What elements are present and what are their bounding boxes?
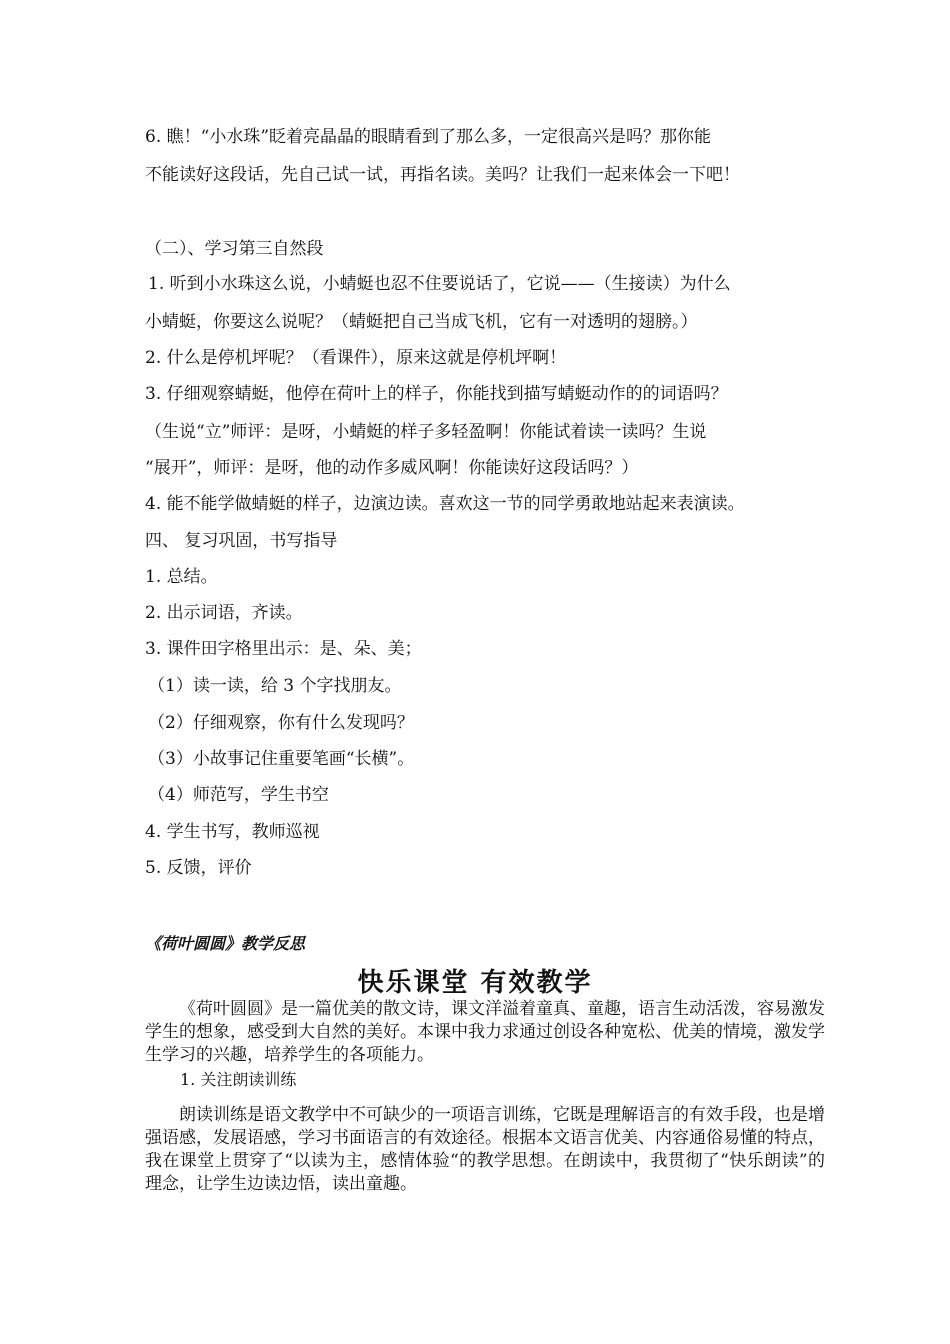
section-heading: 四、 复习巩固，书写指导 <box>145 531 338 551</box>
text-line: 3. 仔细观察蜻蜓，他停在荷叶上的样子，你能找到描写蜻蜓动作的的词语吗？ <box>145 384 728 404</box>
text-line: （2）仔细观察，你有什么发现吗？ <box>148 713 414 733</box>
text-line: 6. 瞧！“小水珠”眨着亮晶晶的眼睛看到了那么多，一定很高兴是吗？那你能 <box>145 127 712 147</box>
text-line: 4. 能不能学做蜻蜓的样子，边演边读。喜欢这一节的同学勇敢地站起来表演读。 <box>145 494 745 514</box>
reflection-subheading: 1. 关注朗读训练 <box>180 1070 297 1089</box>
text-line: 5. 反馈，评价 <box>145 858 252 878</box>
text-line: “展开”，师评：是呀，他的动作多威风啊！你能读好这段话吗？） <box>145 458 639 478</box>
section-heading: （二）、学习第三自然段 <box>145 239 324 259</box>
reflection-paragraph: 《荷叶圆圆》是一篇优美的散文诗，课文洋溢着童真、童趣，语言生动活泼，容易激发学生的想象，感受到大自然的美好。本课中我力求通过创设各种宽松、优美的情境，激发学生学习的兴趣，培养学生的各项能力。 <box>145 999 825 1065</box>
text-line: 小蜻蜓，你要这么说呢？（蜻蜓把自己当成飞机，它有一对透明的翅膀。） <box>145 312 698 332</box>
text-line: （1）读一读，给 3 个字找朋友。 <box>148 676 402 696</box>
text-line: 1. 总结。 <box>145 567 218 587</box>
text-line: 2. 出示词语，齐读。 <box>145 603 303 623</box>
text-line: 4. 学生书写，教师巡视 <box>145 822 320 842</box>
text-line: 不能读好这段话，先自己试一试，再指名读。美吗？让我们一起来体会一下吧！ <box>145 165 740 185</box>
text-line: （3）小故事记住重要笔画“长横”。 <box>148 749 415 769</box>
reflection-main-title: 快乐课堂 有效教学 <box>357 968 593 998</box>
text-line: 3. 课件田字格里出示：是、朵、美； <box>145 639 422 659</box>
text-line: 1. 听到小水珠这么说，小蜻蜓也忍不住要说话了，它说——（生接读）为什么 <box>148 274 731 294</box>
text-line: （生说“立”师评：是呀，小蜻蜓的样子多轻盈啊！你能试着读一读吗？生说 <box>145 422 707 442</box>
reflection-paragraph: 朗读训练是语文教学中不可缺少的一项语言训练，它既是理解语言的有效手段，也是增强语感，发展语感，学习书面语言的有效途径。根据本文语言优美、内容通俗易懂的特点，我在课堂上贯穿了“以读为主，感情体验“的教学思想。在朗读中，我贯彻了“快乐朗读”的理念，让学生边读边悟，读出童趣。 <box>145 1105 825 1194</box>
reflection-small-title: 《荷叶圆圆》教学反思 <box>145 934 306 953</box>
text-line: 2. 什么是停机坪呢？（看课件），原来这就是停机坪啊！ <box>145 348 567 368</box>
text-line: （4）师范写，学生书空 <box>148 785 329 805</box>
